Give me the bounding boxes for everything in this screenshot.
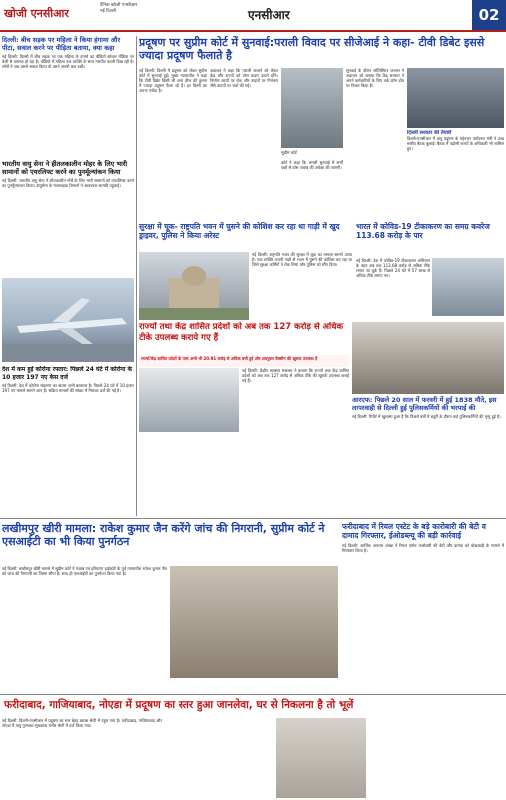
vaccine-vials-photo <box>139 368 239 432</box>
faridabad-arrest-headline: फरीदाबाद में रियल एस्टेट के बड़े कारोबारी की बेटी व दामाद गिरफ्तार, ईओडब्ल्यू की बड़ी कार्रवाई <box>342 522 486 540</box>
lakhimpur-photo <box>170 566 338 678</box>
lakhimpur-headline-text: लखीमपुर खीरी मामला: राकेश कुमार जैन करेंगे जांच की निगरानी, सुप्रीम कोर्ट ने एसआईटी का भी किया पुनर्गठन <box>2 522 325 548</box>
page-number: 02 <box>472 0 506 30</box>
rf-story <box>352 396 504 514</box>
vaccine-headline <box>356 222 504 256</box>
story-woman-assault <box>2 36 134 156</box>
states-headline <box>139 322 349 354</box>
main-headline <box>139 36 504 64</box>
rf-headline: आरएफ: पिछले 20 साल में फरवरी में हुई 1838 मौते, इस लापरवाही से दिल्ली हुई पुलिसकर्मियों की भरपाई की <box>352 396 497 412</box>
smog-photo <box>276 718 366 798</box>
story-iaf-airlift <box>2 160 134 278</box>
story-headline: दिल्ली: बीच सड़क पर महिला ने किया हंगामा और पीटा, सवाल करने पर पीड़िता बताया, क्या कहा <box>2 36 121 52</box>
story-body: नई दिल्ली: भारतीय वायु सेना ने शीतकालीन मोर्चे के लिए भारी सामानों को एयरलिफ्ट करने का पुनर्मूल्यांकन किया। वायुसेना के मालवाहक विमानों ने आवश्यक सामग्री पहुंचाई। <box>2 178 134 188</box>
faridabad-arrest-body: नई दिल्ली: आर्थिक अपराध शाखा ने रियल एस्टेट कारोबारी की बेटी और दामाद को धोखाधड़ी के मामले में गिरफ्तार किया है। <box>342 543 504 553</box>
story-body: नई दिल्ली: देश में कोरोना संक्रमण का खतरा अभी बरकरार है। पिछले 24 घंटे में 10 हजार 197 नए मामले सामने आए हैं। सक्रिय मामलों की संख्या में गिरावट दर्ज की गई है। <box>2 383 134 393</box>
vaccination-photo <box>432 258 504 316</box>
header-meta <box>100 3 210 15</box>
meta-line-2: नई दिल्ली <box>100 9 116 14</box>
security-body: नई दिल्ली: राष्ट्रपति भवन की सुरक्षा में चूक का मामला सामने आया है। एक व्यक्ति अपनी गाड़ी से भवन में घुसने की कोशिश कर रहा था जिसे सुरक्षा कर्मियों ने रोक लिया और पुलिस को सौंप दिया। <box>252 252 352 267</box>
parliament-illustration <box>139 252 249 320</box>
pollution-body-col1: नई दिल्ली: दिल्ली-एनसीआर में प्रदूषण का स्तर बेहद खराब श्रेणी में पहुंच गया है। फरीदाबाद, गाजियाबाद और नोएडा में वायु गुणवत्ता सूचकांक गंभीर श्रेणी में दर्ज किया गया। <box>2 718 162 728</box>
meta-line-1: दैनिक खोजी एनसीआर <box>100 3 138 8</box>
story-headline: भारतीय वायु सेना ने हीतलकालीन मोहर के लिए भारी सामानों को एयरलिफ्ट करने का पुनर्मूल्यांकन किया <box>2 160 128 176</box>
right-top-body: दिल्ली-एनसीआर में वायु प्रदूषण के मद्देनजर पर्यावरण मंत्री ने उच्च स्तरीय बैठक बुलाई। बैठक में पड़ोसी राज्यों के अधिकारी भी शामिल हुए। <box>407 136 504 151</box>
vaccine-body: नई दिल्ली: देश में कोविड-19 टीकाकरण अभियान के तहत अब तक 113.68 करोड़ से अधिक टीके लगाए जा चुके हैं। पिछले 24 घंटे में 57 लाख से अधिक टीके लगाए गए। <box>356 258 430 278</box>
states-body: नई दिल्ली: केंद्रीय स्वास्थ्य मंत्रालय ने बताया कि राज्यों तथा केंद्र शासित प्रदेशों को अब तक 127 करोड़ से अधिक टीके की खुराकें उपलब्ध कराई गई हैं। <box>242 368 349 383</box>
right-top-subhead: दिल्ली सरकार की तैयारी <box>407 130 452 136</box>
vaccine-headline-text: भारत में कोविड-19 टीकाकरण का समग्र कवरेज 113.68 करोड़ के पार <box>356 222 490 240</box>
pollution-headline-band <box>0 694 506 717</box>
main-body-col3: सुनवाई के दौरान सॉलिसिटर जनरल ने अदालत को बताया कि केंद्र सरकार ने अपने कर्मचारियों के लिए वर्क फ्रॉम होम पर विचार किया है। <box>346 68 404 88</box>
main-body-col1: नई दिल्ली: दिल्ली में प्रदूषण को लेकर सुप्रीम कोर्ट में सुनवाई हुई। मुख्य न्यायाधीश ने कहा कि टीवी डिबेट किसी भी अन्य चीज की तुलना में ज्यादा प्रदूषण फैला रहे हैं। हर किसी का अपना एजेंडा है। <box>139 68 207 93</box>
aircraft-photo <box>2 278 134 362</box>
main-body-col4: कोर्ट ने कहा कि अगली सुनवाई में सभी पक्षों से ठोस जवाब की अपेक्षा की जाएगी। <box>281 160 343 170</box>
right-top-story <box>407 130 504 220</box>
minister-photo <box>407 68 504 128</box>
story-corona-cases <box>2 366 134 516</box>
brand-title: खोजी एनसीआर <box>4 7 69 20</box>
supreme-court-photo <box>281 68 343 148</box>
pollution-body-col2 <box>164 718 274 798</box>
column-divider <box>136 36 137 516</box>
pollution-body-col3 <box>368 718 504 798</box>
main-headline-text: प्रदूषण पर सुप्रीम कोर्ट में सुनवाई:पराली विवाद पर सीजेआई ने कहा- टीवी डिबेट इससे ज्यादा प्रदूषण फैलाते है <box>139 36 485 62</box>
states-strap-band <box>139 355 349 367</box>
lakhimpur-body: नई दिल्ली: लखीमपुर खीरी मामले में सुप्रीम कोर्ट ने पंजाब एवं हरियाणा हाईकोर्ट के पूर्व न्यायाधीश राकेश कुमार जैन को जांच की निगरानी का जिम्मा सौंपा है। साथ ही एसआईटी का पुनर्गठन किया गया है। <box>2 566 167 576</box>
pollution-headline: फरीदाबाद, गाजियाबाद, नोएडा में प्रदूषण का स्तर हुआ जानलेवा, घर से निकलना है तो भूलें <box>4 699 354 711</box>
security-lapse-headline <box>139 222 354 250</box>
lakhimpur-headline <box>2 522 338 562</box>
story-body: नई दिल्ली: दिल्ली में बीच सड़क पर एक महिला के हंगामे का वीडियो सोशल मीडिया पर तेजी से वायरल हो रहा है। वीडियो में महिला एक व्यक्ति के साथ मारपीट करती दिख रही है। लोगों ने जब उससे सवाल किया तो उसने अपनी बात रखी। <box>2 54 134 69</box>
masthead <box>0 0 506 32</box>
police-photo <box>352 322 504 394</box>
section-divider <box>0 518 506 519</box>
aircraft-illustration <box>2 278 134 362</box>
security-headline-text: सुरक्षा में चूक- राष्ट्रपति भवन में घुसने की कोशिश कर रहा था गाड़ी में खुद ड्राइवर, पुलिस ने किया अरेस्ट <box>139 222 340 240</box>
faridabad-arrest-story <box>342 522 504 690</box>
section-label: एनसीआर <box>248 8 290 22</box>
main-body-col2: अदालत ने कहा कि पराली जलाने को लेकर केंद्र और राज्यों को ठोस कदम उठाने होंगे। निर्माण कार्यों पर रोक और वाहनों पर नियंत्रण जैसे उपायों पर चर्चा की गई। <box>210 68 278 88</box>
states-strap: राज्यों/केंद्र शासित प्रदेशों के पास अभी भी 20.91 करोड़ से अधिक बची हुई और अप्रयुक्त वैक्सीन की खुराक उपलब्ध हैं <box>141 356 318 361</box>
states-headline-text: राज्यों तथा केंद्र शासित प्रदेशों को अब तक 127 करोड़ से अधिक टीके उपलब्ध कराये गए हैं <box>139 322 343 343</box>
photo-caption: सुप्रीम कोर्ट <box>281 150 297 155</box>
parliament-photo <box>139 252 249 320</box>
rf-body: नई दिल्ली: रिपोर्ट में खुलासा हुआ है कि पिछले वर्षों में ड्यूटी के दौरान कई पुलिसकर्मियों की मृत्यु हुई है। <box>352 414 501 419</box>
story-headline: देश में कम हुई कोरोना रफ्तार: पिछले 24 घंटे में कोरोना के 10 हजार 197 नए केस दर्ज <box>2 366 133 381</box>
